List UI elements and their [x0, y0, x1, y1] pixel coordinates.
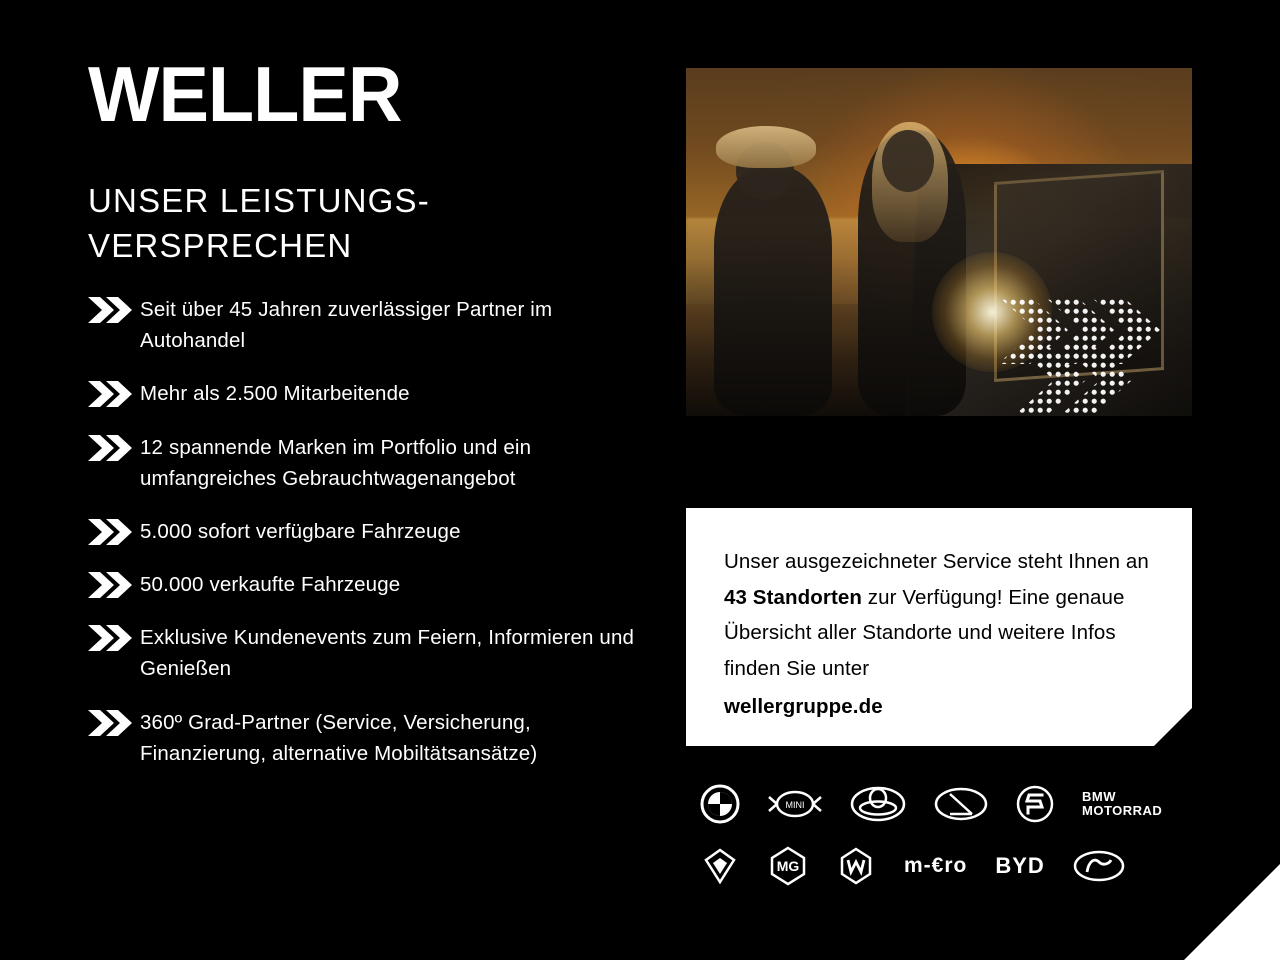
- double-chevron-icon: [88, 710, 134, 736]
- double-chevron-icon: [88, 297, 134, 323]
- photo-person-right-head: [882, 130, 934, 192]
- list-item: [88, 432, 668, 494]
- double-chevron-icon: [88, 625, 134, 651]
- headline-line-1: UNSER LEISTUNGS-: [88, 182, 430, 219]
- brand-logo-strip: [700, 782, 1180, 906]
- toyota-logo-icon: [850, 782, 906, 826]
- bmw-motorrad-label: BMW MOTORRAD: [1082, 788, 1163, 818]
- service-locations-count: 43 Standorten: [724, 585, 862, 609]
- bmw-logo-icon: [700, 782, 740, 826]
- mg-logo-icon: [768, 844, 808, 888]
- double-chevron-icon: [88, 519, 134, 545]
- service-info-text: [686, 508, 1192, 724]
- list-item: [88, 378, 668, 409]
- svg-text:MINI: MINI: [785, 800, 805, 810]
- byd-logo: [995, 844, 1044, 888]
- double-chevron-icon: [88, 572, 134, 598]
- service-text-part1: Unser ausgezeichneter Service steht Ihnen an: [724, 550, 1149, 573]
- byd-label: BYD: [995, 853, 1045, 878]
- hyundai-logo-icon: [1073, 844, 1125, 888]
- list-item-label: 5.000 sofort verfügbare Fahrzeuge: [140, 519, 461, 543]
- cupra-logo-icon: [700, 844, 740, 888]
- seat-logo-icon: [1016, 782, 1054, 826]
- benefits-list: [88, 294, 668, 769]
- page-title: [88, 179, 668, 268]
- wuling-logo-icon: [836, 844, 876, 888]
- list-item: [88, 569, 668, 600]
- brand-logo-row-1: [700, 782, 1180, 826]
- photo-person-left-hat: [716, 126, 816, 168]
- svg-text:MG: MG: [776, 858, 800, 874]
- list-item-label: Mehr als 2.500 Mitarbeitende: [140, 382, 410, 406]
- lexus-logo-icon: [934, 782, 988, 826]
- list-item-label: 360º Grad-Partner (Service, Versicherung, Finanzierung, alternative Mobiltätsansätze): [140, 710, 538, 765]
- list-item-label: 12 spannende Marken im Portfolio und ein umfangreiches Gebrauchtwagenangebot: [140, 435, 532, 490]
- list-item-label: 50.000 verkaufte Fahrzeuge: [140, 573, 401, 597]
- weller-dot-pattern-icon: [992, 290, 1190, 416]
- corner-wedge-decoration: [1184, 864, 1280, 960]
- service-info-card: [686, 508, 1192, 746]
- double-chevron-icon: [88, 381, 134, 407]
- double-chevron-icon: [88, 435, 134, 461]
- left-column: [88, 50, 668, 791]
- list-item-label: Seit über 45 Jahren zuverlässiger Partner im Autohandel: [140, 298, 553, 353]
- list-item: [88, 516, 668, 547]
- list-item: [88, 707, 668, 769]
- weller-logo: WELLER: [88, 50, 402, 138]
- mini-logo-icon: [768, 782, 822, 826]
- website-link[interactable]: wellergruppe.de: [724, 694, 883, 718]
- service-text-part2: zur Verfügung! Eine genaue Übersicht aller Standorte und weitere Infos finden Sie unter: [724, 585, 1125, 680]
- list-item: [88, 294, 668, 356]
- corner-wedge-inner: [1214, 798, 1280, 864]
- photo-person-left: [714, 166, 832, 416]
- micro-label: m-€ro: [904, 854, 968, 877]
- list-item-label: Exklusive Kundenevents zum Feiern, Informieren und Genießen: [140, 626, 635, 681]
- list-item: [88, 622, 668, 684]
- micro-logo: [904, 844, 967, 888]
- card-corner-notch: [1154, 708, 1192, 746]
- brand-logo-row-2: [700, 844, 1180, 888]
- headline-line-2: VERSPRECHEN: [88, 226, 353, 264]
- hero-photo: [686, 68, 1192, 416]
- bmw-motorrad-logo: [1082, 782, 1162, 826]
